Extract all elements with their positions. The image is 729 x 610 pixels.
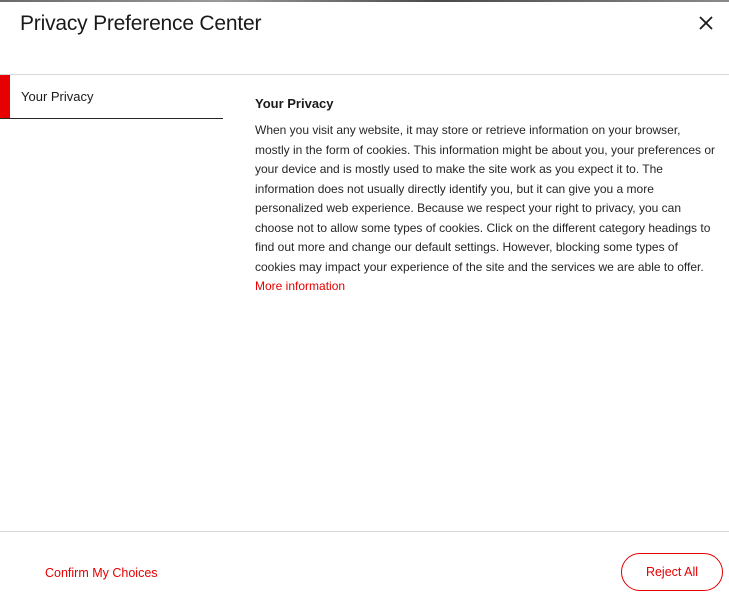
sidebar-item-label: Your Privacy — [21, 89, 94, 104]
dialog-footer — [0, 531, 729, 610]
dialog-title: Privacy Preference Center — [20, 12, 262, 35]
content-heading: Your Privacy — [255, 96, 334, 111]
active-marker — [0, 75, 10, 118]
content-panel — [255, 96, 715, 297]
content-description — [255, 121, 715, 297]
dialog-header — [0, 0, 729, 75]
reject-all-button[interactable]: Reject All — [621, 553, 723, 591]
more-information-link[interactable]: More information — [255, 279, 346, 293]
close-button[interactable] — [695, 12, 717, 34]
confirm-my-choices-button[interactable]: Confirm My Choices — [45, 566, 158, 580]
sidebar — [0, 75, 223, 119]
sidebar-item-your-privacy[interactable] — [0, 75, 223, 119]
content-body-text: When you visit any website, it may store or retrieve information on your browser, mostly in the form of cookies. This information might be about you, your preferences or your device and is mostly used to make the site work as you expect it to. The information does not usually directly identify you, but it can give you a more personalized web experience. Because we respect your right to privacy, you can choose not to allow some types of cookies. Click on the different category headings to find out more and change our default settings. However, blocking some types of cookies may impact your experience of the site and the services we are able to offer. — [255, 123, 715, 274]
close-icon — [699, 16, 713, 30]
